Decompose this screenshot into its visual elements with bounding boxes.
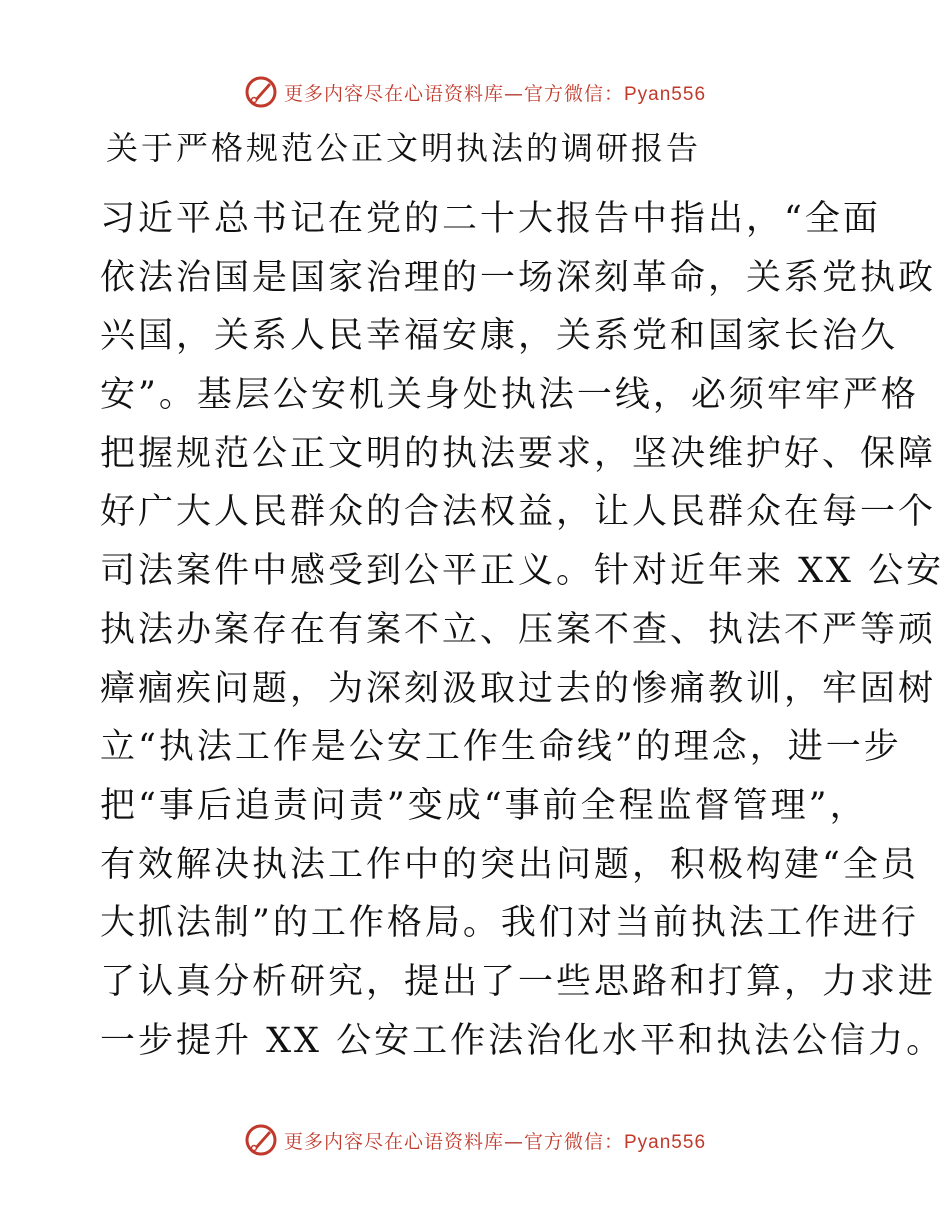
- body-line: 依法治国是国家治理的一场深刻革命，关系党执政: [100, 257, 937, 298]
- body-line: 有效解决执法工作中的突出问题，积极构建“全员: [100, 844, 919, 885]
- body-line: 习近平总书记在党的二十大报告中指出，“全面: [100, 199, 881, 239]
- watermark-footer: [0, 1120, 950, 1160]
- document-title: 关于严格规范公正文明执法的调研报告: [106, 129, 702, 167]
- body-line: 瘴痼疾问题，为深刻汲取过去的惨痛教训，牢固树: [100, 668, 937, 709]
- body-line: 好广大人民群众的合法权益，让人民群众在每一个: [100, 492, 937, 533]
- body-line: 把“事后追责问责”变成“事前全程监督管理”，: [100, 785, 868, 826]
- body-line: 了认真分析研究，提出了一些思路和打算，力求进: [100, 961, 937, 1002]
- quill-seal-logo-icon: [244, 1123, 278, 1157]
- watermark-header: [0, 72, 950, 112]
- body-line: 立“执法工作是公安工作生命线”的理念，进一步: [100, 727, 902, 768]
- quill-seal-logo-icon: [244, 75, 278, 109]
- watermark-text: 更多内容尽在心语资料库—官方微信：Pyan556: [283, 82, 707, 105]
- body-line: 兴国，关系人民幸福安康，关系党和国家长治久: [100, 316, 899, 357]
- body-line: 一步提升 XX 公安工作法治化水平和执法公信力。: [100, 1020, 945, 1061]
- document-body: [100, 190, 945, 1070]
- body-line: 把握规范公正文明的执法要求，坚决维护好、保障: [100, 433, 937, 474]
- body-line: 安”。基层公安机关身处执法一线，必须牢牢严格: [100, 375, 919, 416]
- watermark-text: 更多内容尽在心语资料库—官方微信：Pyan556: [283, 1130, 707, 1153]
- body-line: 司法案件中感受到公平正义。针对近年来 XX 公安: [100, 551, 945, 592]
- body-line: 执法办案存在有案不立、压案不查、执法不严等顽: [100, 609, 937, 650]
- body-line: 大抓法制”的工作格局。我们对当前执法工作进行: [100, 903, 919, 944]
